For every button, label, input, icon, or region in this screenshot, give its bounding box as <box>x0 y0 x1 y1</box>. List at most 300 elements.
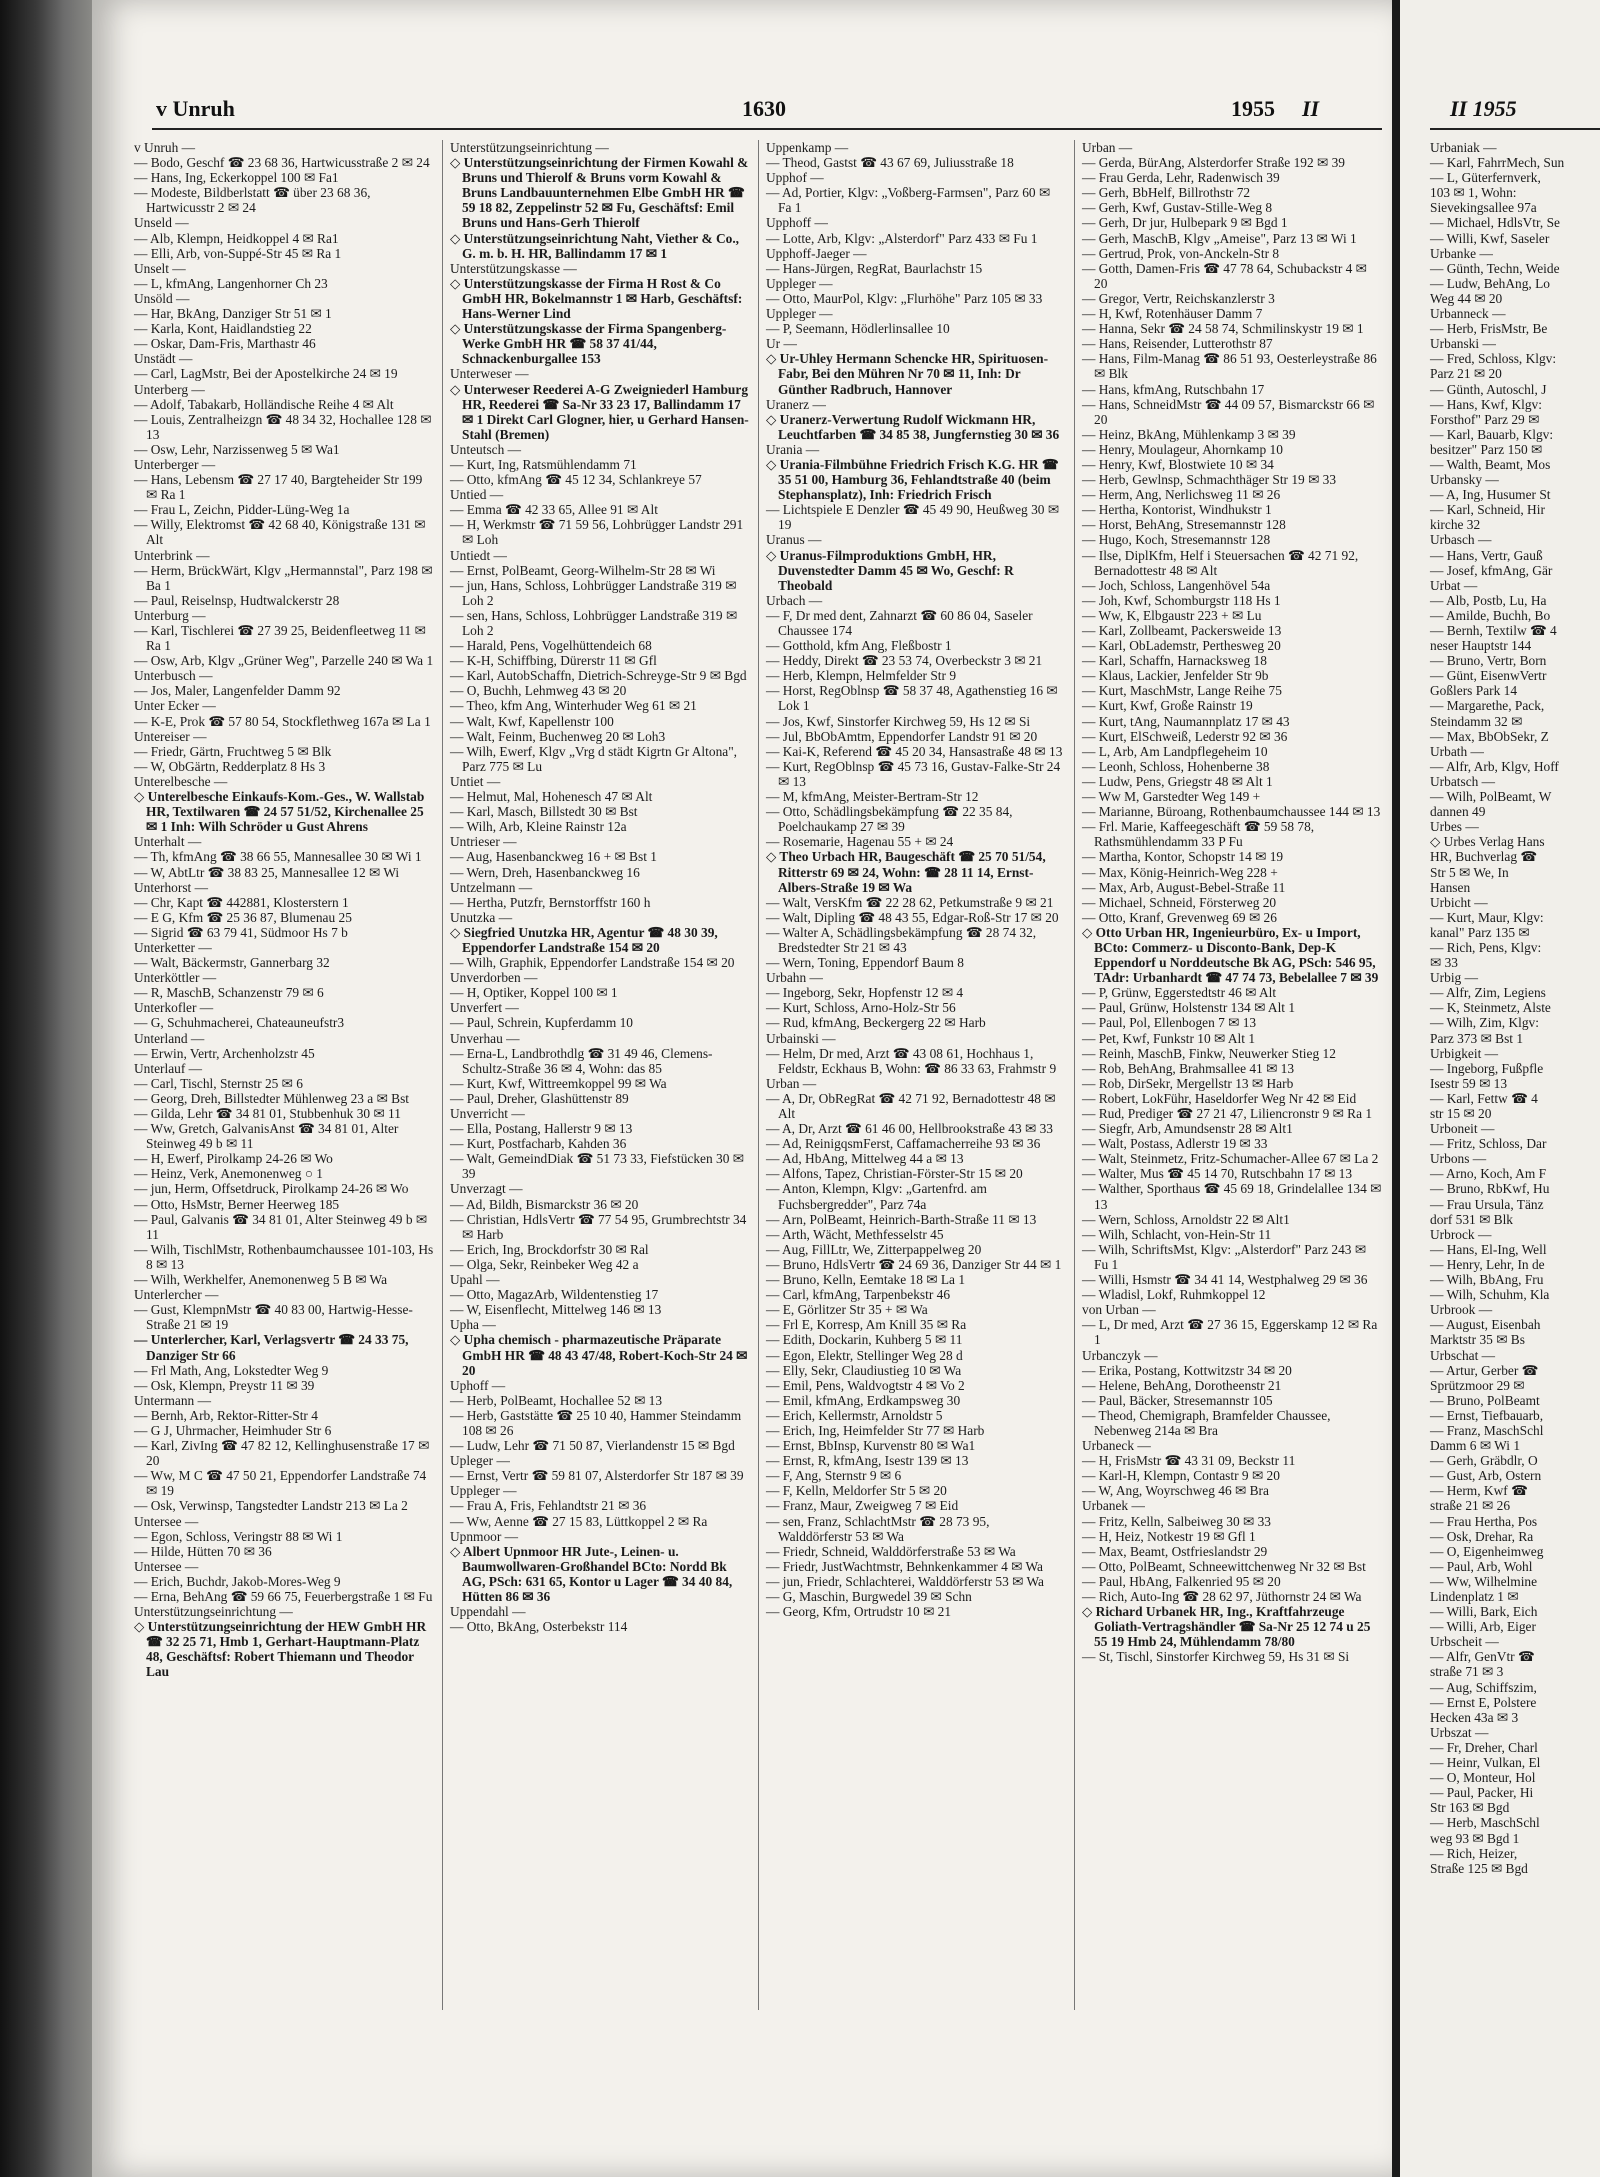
directory-entry: — Egon, Schloss, Veringstr 88 ✉ Wi 1 <box>134 1528 343 1544</box>
directory-surname-heading: Unverzagt — <box>450 1181 523 1197</box>
directory-entry: — H, Ewerf, Pirolkamp 24-26 ✉ Wo <box>134 1151 333 1167</box>
directory-entry: — Gerh, Gräbdlr, O <box>1430 1453 1538 1469</box>
directory-surname-heading: v Unruh — <box>134 140 195 155</box>
directory-entry: — Erna, BehAng ☎ 59 66 75, Feuerbergstraße 1 ✉ Fu <box>134 1589 433 1604</box>
directory-entry: str 15 ✉ 20 <box>1430 1106 1492 1121</box>
directory-entry: — Karl, Bauarb, Klgv: <box>1430 426 1554 442</box>
directory-entry: — Frau Hertha, Pos <box>1430 1513 1538 1529</box>
directory-surname-heading: Uppendahl — <box>450 1604 526 1620</box>
directory-surname-heading: Urbansky — <box>1430 472 1499 488</box>
directory-entry: — Wilh, BbAng, Fru <box>1430 1272 1544 1288</box>
directory-entry: — Hertha, Putzfr, Bernstorffstr 160 h <box>450 894 651 910</box>
directory-entry: — Emil, kfmAng, Erdkampsweg 30 <box>766 1392 961 1408</box>
directory-entry: — Herm, Ang, Nerlichsweg 11 ✉ 26 <box>1082 487 1281 503</box>
directory-entry: — Karl, Schneid, Hir <box>1430 502 1545 518</box>
directory-entry: — Gotth, Damen-Fris ☎ 47 78 64, Schubackstr 4 ✉ 20 <box>1082 260 1367 291</box>
directory-entry: — Gerh, BbHelf, Billrothstr 72 <box>1082 185 1251 201</box>
directory-entry: — Wilh, Werkhelfer, Anemonenweg 5 B ✉ Wa <box>134 1272 388 1288</box>
directory-entry: straße 71 ✉ 3 <box>1430 1664 1504 1680</box>
directory-entry: — St, Tischl, Sinstorfer Kirchweg 59, Hs 31 ✉ Si <box>1082 1649 1350 1665</box>
directory-entry: — jun, Hans, Schloss, Lohbrügger Landstraße 319 ✉ Loh 2 <box>450 577 737 608</box>
directory-entry: Damm 6 ✉ Wi 1 <box>1430 1438 1521 1454</box>
directory-entry: Hansen <box>1430 879 1471 895</box>
directory-entry: — Frl E, Korresp, Am Knill 35 ✉ Ra <box>766 1317 967 1333</box>
directory-entry: ◇ Urania-Filmbühne Friedrich Frisch K.G. HR ☎ 35 51 00, Hamburg 36, Fehlandtstraße 40 (beim Stephansplatz), Inh: Friedrich Frisch <box>766 456 1059 503</box>
column-divider <box>1074 140 1075 2010</box>
directory-entry: — Max, Beamt, Ostfrieslandstr 29 <box>1082 1543 1268 1559</box>
directory-entry: — Emma ☎ 42 33 65, Allee 91 ✉ Alt <box>450 502 658 518</box>
directory-entry: — P, Seemann, Hödlerlinsallee 10 <box>766 321 950 337</box>
directory-surname-heading: Unverdorben — <box>450 970 538 986</box>
directory-entry: — Erich, Kellermstr, Arnoldstr 5 <box>766 1407 943 1423</box>
directory-entry: — Olga, Sekr, Reinbeker Weg 42 a <box>450 1256 639 1272</box>
directory-entry: — Willi, Hsmstr ☎ 34 41 14, Westphalweg 29 ✉ 36 <box>1082 1272 1368 1288</box>
directory-entry: — Alfr, Zim, Legiens <box>1430 985 1546 1001</box>
directory-entry: — R, MaschB, Schanzenstr 79 ✉ 6 <box>134 985 324 1001</box>
directory-entry: — Joh, Kwf, Schomburgstr 118 Hs 1 <box>1082 592 1281 608</box>
directory-entry: ◇ Uranerz-Verwertung Rudolf Wickmann HR, Leuchtfarben ☎ 34 85 38, Jungfernstieg 30 ✉ 36 <box>766 411 1060 442</box>
directory-entry: — Gerh, Kwf, Gustav-Stille-Weg 8 <box>1082 200 1273 216</box>
directory-surname-heading: Unterhalt — <box>134 834 202 850</box>
directory-entry: — Friedr, Schneid, Walddörferstraße 53 ✉ Wa <box>766 1543 1016 1559</box>
directory-entry: — Alfr, Arb, Klgv, Hoff <box>1430 758 1559 774</box>
directory-entry: Hecken 43a ✉ 3 <box>1430 1709 1519 1725</box>
directory-entry: Lindenplatz 1 ✉ <box>1430 1589 1519 1604</box>
directory-entry: — Gilda, Lehr ☎ 34 81 01, Stubbenhuk 30 ✉ 11 <box>134 1106 401 1121</box>
directory-entry: — Wilh, Zim, Klgv: <box>1430 1015 1539 1031</box>
directory-entry: — Th, kfmAng ☎ 38 66 55, Mannesallee 30 ✉ Wi 1 <box>134 849 422 865</box>
directory-entry: — Max, Arb, August-Bebel-Straße 11 <box>1082 879 1286 895</box>
directory-entry: — O, Buchh, Lehmweg 43 ✉ 20 <box>450 683 627 699</box>
directory-entry: — L, kfmAng, Langenhorner Ch 23 <box>134 275 328 291</box>
directory-entry: — Aug, Schiffszim, <box>1430 1679 1537 1695</box>
directory-surname-heading: Urbicht — <box>1430 894 1488 910</box>
directory-entry: — Carl, kfmAng, Tarpenbekstr 46 <box>766 1287 951 1303</box>
directory-surname-heading: Unterhorst — <box>134 879 209 895</box>
directory-entry: — Alfons, Tapez, Christian-Förster-Str 15 ✉ 20 <box>766 1166 1023 1182</box>
directory-surname-heading: Uppleger — <box>766 306 833 322</box>
column-divider <box>442 140 443 2010</box>
directory-entry: — Otto, HsMstr, Berner Heerweg 185 <box>134 1196 340 1212</box>
directory-entry: — Rich, Auto-Ing ☎ 28 62 97, Jüthornstr 24 ✉ Wa <box>1082 1589 1362 1604</box>
directory-entry: — Michael, Schneid, Försterweg 20 <box>1082 894 1277 910</box>
directory-surname-heading: Unter Ecker — <box>134 698 216 714</box>
directory-entry: — H, Kwf, Rotenhäuser Damm 7 <box>1082 306 1263 322</box>
directory-surname-heading: Urbanneck — <box>1430 306 1506 322</box>
directory-entry: — M, kfmAng, Meister-Bertram-Str 12 <box>766 789 979 805</box>
directory-entry: — Carl, Tischl, Sternstr 25 ✉ 6 <box>134 1075 303 1091</box>
directory-entry: — Walt, Dipling ☎ 48 43 55, Edgar-Roß-Str 17 ✉ 20 <box>766 909 1059 925</box>
directory-surname-heading: Uranerz — <box>766 396 826 412</box>
directory-surname-heading: Unterberg — <box>134 381 205 397</box>
directory-entry: — Paul, Bäcker, Stresemannstr 105 <box>1082 1392 1273 1408</box>
directory-entry: — L, Dr med, Arzt ☎ 27 36 15, Eggerskamp 12 ✉ Ra 1 <box>1082 1317 1378 1348</box>
directory-surname-heading: Untereiser — <box>134 728 207 744</box>
directory-entry: — A, Ing, Husumer St <box>1430 487 1551 503</box>
directory-surname-heading: Unsöld — <box>134 290 190 306</box>
directory-entry: — Ww, M C ☎ 47 50 21, Eppendorfer Landstraße 74 ✉ 19 <box>134 1468 427 1499</box>
directory-entry: — Karla, Kont, Haidlandstieg 22 <box>134 321 312 337</box>
directory-entry: — Rob, DirSekr, Mergellstr 13 ✉ Harb <box>1082 1075 1294 1091</box>
directory-entry: — Jos, Kwf, Sinstorfer Kirchweg 59, Hs 12 ✉ Si <box>766 713 1031 729</box>
directory-entry: — Arth, Wächt, Methfesselstr 45 <box>766 1226 944 1242</box>
directory-entry: — Hertha, Kontorist, Windhukstr 1 <box>1082 502 1272 518</box>
directory-surname-heading: Urbatsch — <box>1430 773 1496 789</box>
directory-entry: — Egon, Elektr, Stellinger Weg 28 d <box>766 1347 963 1363</box>
directory-surname-heading: Urbes — <box>1430 819 1479 835</box>
directory-entry: — sen, Franz, SchlachtMstr ☎ 28 73 95, Walddörferstr 53 ✉ Wa <box>766 1513 990 1544</box>
directory-entry: — Modeste, Bildberlstatt ☎ über 23 68 36, Hartwicusstr 2 ✉ 24 <box>134 185 371 216</box>
directory-entry: — Max, BbObSekr, Z <box>1430 728 1549 744</box>
directory-entry: — Günth, Autoschl, J <box>1430 381 1547 397</box>
directory-surname-heading: Urania — <box>766 441 820 457</box>
directory-entry: — Ww, K, Elbgaustr 223 + ✉ Lu <box>1082 607 1262 623</box>
directory-entry: — Walt, Steinmetz, Fritz-Schumacher-Allee 67 ✉ La 2 <box>1082 1151 1379 1167</box>
directory-entry: — Rud, kfmAng, Beckergerg 22 ✉ Harb <box>766 1015 986 1031</box>
directory-entry: — Friedr, Gärtn, Fruchtweg 5 ✉ Blk <box>134 743 332 759</box>
column-divider <box>758 140 759 2010</box>
directory-entry: — W, Eisenflecht, Mittelweg 146 ✉ 13 <box>450 1302 662 1318</box>
directory-entry: — Ilse, DiplKfm, Helf i Steuersachen ☎ 42 71 92, Bernadottestr 48 ✉ Alt <box>1082 547 1359 578</box>
directory-surname-heading: Unterland — <box>134 1030 205 1046</box>
directory-entry: — Walt, Feinm, Buchenweg 20 ✉ Loh3 <box>450 728 666 744</box>
directory-entry: — Margarethe, Pack, <box>1430 698 1545 714</box>
directory-entry: — G, Maschin, Burgwedel 39 ✉ Schn <box>766 1589 972 1604</box>
directory-entry: — Hans, Film-Manag ☎ 86 51 93, Oesterleystraße 86 ✉ Blk <box>1082 351 1377 382</box>
directory-entry: — Adolf, Tabakarb, Holländische Reihe 4 ✉ Alt <box>134 396 394 412</box>
directory-entry: — Emil, Pens, Waldvogtstr 4 ✉ Vo 2 <box>766 1377 965 1393</box>
directory-surname-heading: Urbat — <box>1430 577 1478 593</box>
directory-entry: — Hans-Jürgen, RegRat, Baurlachstr 15 <box>766 260 983 276</box>
directory-entry: — Heinz, BkAng, Mühlenkamp 3 ✉ 39 <box>1082 426 1296 442</box>
directory-surname-heading: Untiet — <box>450 773 501 789</box>
directory-entry: — Wilh, Arb, Kleine Rainstr 12a <box>450 819 627 835</box>
directory-page-left <box>92 0 1392 2177</box>
directory-entry: — Gust, KlempnMstr ☎ 40 83 00, Hartwig-Hesse-Straße 21 ✉ 19 <box>134 1302 413 1333</box>
directory-entry: — H, Werkmstr ☎ 71 59 56, Lohbrügger Landstr 291 ✉ Loh <box>450 517 744 548</box>
directory-entry: — Friedr, JustWachtmstr, Behnkenkammer 4 ✉ Wa <box>766 1558 1043 1574</box>
directory-surname-heading: Unterlercher — <box>134 1287 219 1303</box>
directory-entry: — Ad, ReinigqsmFerst, Caffamacherreihe 93 ✉ 36 <box>766 1136 1041 1152</box>
directory-entry: — Herb, PolBeamt, Hochallee 52 ✉ 13 <box>450 1392 663 1408</box>
directory-entry: weg 93 ✉ Bgd 1 <box>1430 1830 1520 1846</box>
directory-entry: — Paul, Dreher, Glashüttenstr 89 <box>450 1090 629 1106</box>
directory-entry: dannen 49 <box>1430 804 1486 820</box>
directory-entry: — Herm, Kwf ☎ <box>1430 1483 1528 1499</box>
directory-entry: — Georg, Dreh, Billstedter Mühlenweg 23 a ✉ Bst <box>134 1090 410 1106</box>
directory-entry: — Theod, Gastst ☎ 43 67 69, Juliusstraße 18 <box>766 155 1014 171</box>
column-2 <box>450 140 750 1634</box>
directory-entry: — Ww, Wilhelmine <box>1430 1573 1538 1589</box>
directory-surname-heading: Unterkofler — <box>134 1000 214 1016</box>
directory-entry: — Wilh, Schuhm, Kla <box>1430 1287 1550 1303</box>
directory-entry: — Erwin, Vertr, Archenholzstr 45 <box>134 1045 315 1061</box>
directory-surname-heading: Unterbusch — <box>134 668 213 684</box>
directory-entry: — Rob, BehAng, Brahmsallee 41 ✉ 13 <box>1082 1060 1295 1076</box>
book-gutter <box>1392 0 1400 2177</box>
directory-entry: — E G, Kfm ☎ 25 36 87, Blumenau 25 <box>134 909 352 925</box>
directory-surname-heading: Unterlauf — <box>134 1060 203 1076</box>
directory-entry: — Klaus, Lackier, Jenfelder Str 9b <box>1082 668 1269 684</box>
directory-entry: — Ernst E, Polstere <box>1430 1694 1537 1710</box>
directory-entry: — Erich, Buchdr, Jakob-Mores-Weg 9 <box>134 1573 341 1589</box>
directory-entry: — Erna-L, Landbrothdlg ☎ 31 49 46, Clemens-Schultz-Straße 36 ✉ 4, Wohn: das 85 <box>450 1045 713 1076</box>
directory-entry: — jun, Friedr, Schlachterei, Walddörferstr 53 ✉ Wa <box>766 1573 1045 1589</box>
directory-entry: — Oskar, Dam-Fris, Marthastr 46 <box>134 336 316 352</box>
directory-surname-heading: Uppleger — <box>766 275 833 291</box>
directory-entry: — Gerh, Dr jur, Hulbepark 9 ✉ Bgd 1 <box>1082 215 1288 231</box>
directory-entry: — Günt, EisenwVertr <box>1430 668 1547 684</box>
directory-entry: HR, Buchverlag ☎ <box>1430 849 1538 865</box>
directory-entry: Str 5 ✉ We, In <box>1430 864 1509 880</box>
directory-surname-heading: Unterweser — <box>450 366 529 382</box>
directory-entry: — Theo, kfm Ang, Winterhuder Weg 61 ✉ 21 <box>450 698 697 714</box>
directory-entry: — Kurt, MaschMstr, Lange Reihe 75 <box>1082 683 1282 699</box>
directory-entry: — Louis, Zentralheizgn ☎ 48 34 32, Hochallee 128 ✉ 13 <box>134 411 432 442</box>
directory-entry: — Walt, GemeindDiak ☎ 51 73 33, Fiefstücken 30 ✉ 39 <box>450 1151 744 1182</box>
directory-surname-heading: Urbschat — <box>1430 1347 1496 1363</box>
directory-entry: ✉ 33 <box>1430 955 1458 971</box>
directory-entry: ◇ Siegfried Unutzka HR, Agentur ☎ 48 30 39, Eppendorfer Landstraße 154 ✉ 20 <box>450 924 718 955</box>
directory-surname-heading: Urboneit — <box>1430 1121 1495 1137</box>
directory-entry: ◇ Unterstützungseinrichtung der Firmen Kowahl & Bruns und Thierolf & Bruns vorm Kowahl & Bruns Landbauunternehmen Elbe GmbH HR ☎ 59 18 82, Zeppelinstr 52 ✉ Fu, Geschäftsf: Emil Bruns und Hans-Gerh Thierolf <box>450 155 749 231</box>
directory-entry: — Ludw, Lehr ☎ 71 50 87, Vierlandenstr 15 ✉ Bgd <box>450 1438 735 1454</box>
directory-surname-heading: Urbscheit — <box>1430 1634 1499 1650</box>
directory-entry: — Frau L, Zeichn, Pidder-Lüng-Weg 1a <box>134 502 350 518</box>
directory-surname-heading: Urbanek — <box>1082 1498 1145 1514</box>
directory-surname-heading: Urbach — <box>766 592 823 608</box>
directory-entry: — Franz, MaschSchl <box>1430 1422 1544 1438</box>
directory-entry: — W, ObGärtn, Redderplatz 8 Hs 3 <box>134 758 326 774</box>
directory-entry: — F, Ang, Sternstr 9 ✉ 6 <box>766 1468 902 1484</box>
directory-entry: — Har, BkAng, Danziger Str 51 ✉ 1 <box>134 306 332 322</box>
directory-entry: — Henry, Moulageur, Ahornkamp 10 <box>1082 441 1283 457</box>
directory-entry: — Bruno, PolBeamt <box>1430 1392 1540 1408</box>
directory-entry: — Kai-K, Referend ☎ 45 20 34, Hansastraße 48 ✉ 13 <box>766 743 1063 759</box>
year-header: 1955 <box>1231 96 1275 121</box>
directory-entry: ◇ Unterelbesche Einkaufs-Kom.-Ges., W. Wallstab HR, Textilwaren ☎ 24 57 51/52, Kirchenallee 25 ✉ 1 Inh: Wilh Schröder u Gust Ahrens <box>134 789 425 835</box>
directory-entry: — Kurt, Ing, Ratsmühlendamm 71 <box>450 456 637 472</box>
directory-entry: — H, Optiker, Koppel 100 ✉ 1 <box>450 985 618 1001</box>
directory-entry: — Michael, HdlsVtr, Se <box>1430 215 1561 231</box>
directory-surname-heading: Untermann — <box>134 1392 211 1408</box>
directory-entry: — Wilh, TischlMstr, Rothenbaumchaussee 101-103, Hs 8 ✉ 13 <box>134 1241 434 1272</box>
directory-entry: Sievekingsallee 97a <box>1430 200 1537 216</box>
directory-entry: — Paul, Schrein, Kupferdamm 10 <box>450 1015 633 1031</box>
directory-entry: — Heinr, Vulkan, El <box>1430 1755 1541 1771</box>
directory-entry: — Leonh, Schloss, Hohenberne 38 <box>1082 758 1270 774</box>
directory-entry: Str 163 ✉ Bgd <box>1430 1800 1510 1816</box>
directory-entry: — Henry, Lehr, In de <box>1430 1256 1545 1272</box>
directory-entry: — Willi, Bark, Eich <box>1430 1604 1538 1620</box>
directory-entry: — F, Kelln, Meldorfer Str 5 ✉ 20 <box>766 1483 947 1499</box>
directory-entry: — Kurt, Maur, Klgv: <box>1430 909 1544 925</box>
directory-surname-heading: Unterketter — <box>134 939 212 955</box>
directory-entry: — Otto, MaurPol, Klgv: „Flurhöhe" Parz 105 ✉ 33 <box>766 290 1043 306</box>
directory-entry: ◇ Uranus-Filmproduktions GmbH, HR, Duvenstedter Damm 45 ✉ Wo, Geschf: R Theobald <box>766 547 1014 593</box>
directory-surname-heading: Urbrock — <box>1430 1226 1492 1242</box>
directory-entry: neser Hauptstr 144 <box>1430 638 1532 654</box>
directory-entry: — Reinh, MaschB, Finkw, Neuwerker Stieg 12 <box>1082 1045 1336 1061</box>
directory-surname-heading: Unterberger — <box>134 456 216 472</box>
directory-entry: — Frl. Marie, Kaffeegeschäft ☎ 59 58 78, Rathsmühlendamm 33 P Fu <box>1082 819 1315 850</box>
directory-entry: — Hans, Reisender, Lutterothstr 87 <box>1082 336 1273 352</box>
directory-entry: — Fritz, Kelln, Salbeiweg 30 ✉ 33 <box>1082 1513 1271 1529</box>
directory-entry: — Paul, Grünw, Holstenstr 134 ✉ Alt 1 <box>1082 1000 1296 1016</box>
header-rule <box>152 128 1382 130</box>
directory-entry: — Herb, Gaststätte ☎ 25 10 40, Hammer Steindamm 108 ✉ 26 <box>450 1407 742 1438</box>
directory-entry: kanal" Parz 135 ✉ <box>1430 924 1530 940</box>
directory-entry: — Karl, Schaffn, Harnacksweg 18 <box>1082 653 1267 669</box>
directory-entry: — Herb, Gewlnsp, Schmachthäger Str 19 ✉ 33 <box>1082 472 1337 488</box>
directory-entry: Sprützmoor 29 ✉ <box>1430 1377 1525 1393</box>
directory-entry: — Rich, Pens, Klgv: <box>1430 939 1542 955</box>
directory-entry: — O, Monteur, Hol <box>1430 1770 1536 1786</box>
directory-surname-heading: Uphoff — <box>450 1377 506 1393</box>
directory-entry: — Amilde, Buchh, Bo <box>1430 607 1551 623</box>
directory-entry: — Arno, Koch, Am F <box>1430 1166 1547 1182</box>
directory-entry: — Frl Math, Ang, Lokstedter Weg 9 <box>134 1362 329 1378</box>
directory-entry: — Ww, Aenne ☎ 27 15 83, Lüttkoppel 2 ✉ Ra <box>450 1513 708 1529</box>
directory-entry: — Walt, Kwf, Kapellenstr 100 <box>450 713 614 729</box>
directory-entry: Goßlers Park 14 <box>1430 683 1518 699</box>
directory-entry: — Aug, Hasenbanckweg 16 + ✉ Bst 1 <box>450 849 657 865</box>
directory-entry: — Hilde, Hütten 70 ✉ 36 <box>134 1543 272 1559</box>
directory-surname-heading: Upleger — <box>450 1453 510 1469</box>
directory-entry: — W, Ang, Woyrschweg 46 ✉ Bra <box>1082 1483 1269 1499</box>
directory-entry: ◇ Unterstützungskasse der Firma Spangenberg-Werke GmbH HR ☎ 58 37 41/44, Schnackenburgallee 153 <box>450 321 727 367</box>
directory-surname-heading: Urbig — <box>1430 970 1478 986</box>
directory-surname-heading: Urbath — <box>1430 743 1484 759</box>
directory-entry: — F, Dr med dent, Zahnarzt ☎ 60 86 04, Saseler Chaussee 174 <box>766 607 1033 638</box>
directory-entry: — Max, König-Heinrich-Weg 228 + <box>1082 864 1278 880</box>
directory-entry: — Bodo, Geschf ☎ 23 68 36, Hartwicusstraße 2 ✉ 24 <box>134 155 430 171</box>
directory-entry: — E, Görlitzer Str 35 + ✉ Wa <box>766 1302 928 1318</box>
directory-entry: — Ad, HbAng, Mittelweg 44 a ✉ 13 <box>766 1151 964 1167</box>
directory-entry: — Siegfr, Arb, Amundsenstr 28 ✉ Alt1 <box>1082 1121 1293 1137</box>
directory-entry: — Walt, Postass, Adlerstr 19 ✉ 33 <box>1082 1136 1268 1152</box>
directory-surname-heading: Uranus — <box>766 532 822 548</box>
directory-entry: besitzer" Parz 150 ✉ <box>1430 441 1543 457</box>
directory-entry: — Aug, FillLtr, We, Zitterpappelweg 20 <box>766 1241 982 1257</box>
directory-surname-heading: Unterstützungseinrichtung — <box>134 1604 293 1620</box>
directory-entry: — Herb, Klempn, Helmfelder Str 9 <box>766 668 957 684</box>
directory-entry: — G J, Uhrmacher, Heimhuder Str 6 <box>134 1422 332 1438</box>
directory-surname-heading: Untiedt — <box>450 547 507 563</box>
directory-surname-heading: Urbszat — <box>1430 1724 1489 1740</box>
directory-entry: ◇ Unterweser Reederei A-G Zweigniederl Hamburg HR, Reederei ☎ Sa-Nr 33 23 17, Ballindamm 17 ✉ 1 Direkt Carl Glogner, hier, u Gerhard Hansen-Stahl (Bremen) <box>450 381 749 442</box>
directory-entry: — Kurt, Schloss, Arno-Holz-Str 56 <box>766 1000 956 1016</box>
directory-surname-heading: Uppleger — <box>450 1483 517 1499</box>
directory-entry: ◇ Upha chemisch - pharmazeutische Präparate GmbH HR ☎ 48 43 47/48, Robert-Koch-Str 24 ✉ 20 <box>450 1332 748 1378</box>
directory-entry: — K, Steinmetz, Alste <box>1430 1000 1551 1016</box>
directory-entry: — Hans, Vertr, Gauß <box>1430 547 1543 563</box>
directory-entry: — Willy, Elektromst ☎ 42 68 40, Königstraße 131 ✉ Alt <box>134 517 426 548</box>
directory-page-right <box>1400 0 1600 2177</box>
directory-surname-heading: Unseld — <box>134 215 189 231</box>
directory-surname-heading: Urban — <box>766 1075 817 1091</box>
directory-entry: — Karl, Tischlerei ☎ 27 39 25, Beidenfleetweg 11 ✉ Ra 1 <box>134 623 426 654</box>
directory-entry: — Jul, BbObAmtm, Eppendorfer Landstr 91 ✉ 20 <box>766 728 1038 744</box>
directory-entry: — Paul, Arb, Wohl <box>1430 1558 1533 1574</box>
directory-entry: — H, Heiz, Notkestr 19 ✉ Gfl 1 <box>1082 1528 1256 1544</box>
directory-surname-heading: Upnmoor — <box>450 1528 519 1544</box>
directory-entry: — Franz, Maur, Zweigweg 7 ✉ Eid <box>766 1498 959 1514</box>
directory-entry: — Ww, Gretch, GalvanisAnst ☎ 34 81 01, Alter Steinweg 49 b ✉ 11 <box>134 1121 399 1152</box>
directory-entry: — Otto, PolBeamt, Schneewittchenweg Nr 32 ✉ Bst <box>1082 1558 1366 1574</box>
directory-entry: — A, Dr, ObRegRat ☎ 42 71 92, Bernadottestr 48 ✉ Alt <box>766 1090 1056 1121</box>
directory-entry: — Jos, Maler, Langenfelder Damm 92 <box>134 683 341 699</box>
directory-entry: — Ww M, Garstedter Weg 149 + <box>1082 789 1261 805</box>
directory-surname-heading: Urbigkeit — <box>1430 1045 1499 1061</box>
directory-surname-heading: Unteutsch — <box>450 441 522 457</box>
directory-entry: — Gust, Arb, Ostern <box>1430 1468 1542 1484</box>
directory-entry: — Paul, Reiselnsp, Hudtwalckerstr 28 <box>134 592 340 608</box>
directory-entry: — Ernst, Tiefbauarb, <box>1430 1407 1544 1423</box>
directory-entry: — Karl, Zollbeamt, Packersweide 13 <box>1082 623 1282 638</box>
directory-entry: — Anton, Klempn, Klgv: „Gartenfrd. am Fuchsbergredder", Parz 74a <box>766 1181 987 1212</box>
right-header-rule <box>1430 128 1600 130</box>
directory-surname-heading: Untied — <box>450 487 504 503</box>
directory-entry: ◇ Richard Urbanek HR, Ing., Kraftfahrzeuge Goliath-Vertragshändler ☎ Sa-Nr 25 12 74 u 25 55 19 Hmb 24, Mühlendamm 78/80 <box>1082 1604 1371 1650</box>
directory-entry: — Paul, Galvanis ☎ 34 81 01, Alter Steinweg 49 b ✉ 11 <box>134 1211 428 1242</box>
directory-entry: — Hans, Kwf, Klgv: <box>1430 396 1542 412</box>
directory-entry: — L, Güterfernverk, <box>1430 170 1541 186</box>
directory-entry: — P, Grünw, Eggerstedtstr 46 ✉ Alt <box>1082 985 1277 1001</box>
directory-entry: — Bernh, Textilw ☎ 4 <box>1430 623 1557 638</box>
directory-entry: — Osw, Arb, Klgv „Grüner Weg", Parzelle 240 ✉ Wa 1 <box>134 653 434 669</box>
directory-entry: — G, Schuhmacherei, Chateauneufstr3 <box>134 1015 345 1031</box>
directory-entry: — Ingeborg, Sekr, Hopfenstr 12 ✉ 4 <box>766 985 964 1001</box>
directory-entry: — Karl, Fettw ☎ 4 <box>1430 1090 1538 1106</box>
directory-surname-heading: Unterbrink — <box>134 547 210 563</box>
directory-surname-heading: Urbons — <box>1430 1151 1487 1167</box>
directory-entry: Parz 21 ✉ 20 <box>1430 366 1502 382</box>
directory-entry: — Gotthold, kfm Ang, Fleßbostr 1 <box>766 638 952 654</box>
directory-entry: — Kurt, Kwf, Große Rainstr 19 <box>1082 698 1253 714</box>
directory-entry: — Günth, Techn, Weide <box>1430 260 1560 276</box>
directory-entry: — Kurt, Postfacharb, Kahden 36 <box>450 1136 627 1152</box>
directory-entry: — W, AbtLtr ☎ 38 83 25, Mannesallee 12 ✉ Wi <box>134 864 400 880</box>
directory-entry: — Kurt, ElSchweiß, Lederstr 92 ✉ 36 <box>1082 728 1288 744</box>
directory-surname-heading: Unutzka — <box>450 909 513 925</box>
directory-entry: Isestr 59 ✉ 13 <box>1430 1075 1508 1091</box>
directory-entry: — Ernst, BbInsp, Kurvenstr 80 ✉ Wa1 <box>766 1438 976 1454</box>
directory-entry: Parz 373 ✉ Bst 1 <box>1430 1030 1524 1046</box>
directory-entry: — Hanna, Sekr ☎ 24 58 74, Schmilinskystr 19 ✉ 1 <box>1082 321 1364 337</box>
directory-surname-heading: Upahl — <box>450 1272 500 1288</box>
directory-entry: — Otto, BkAng, Osterbekstr 114 <box>450 1619 628 1635</box>
directory-entry: — Kurt, Kwf, Wittreemkoppel 99 ✉ Wa <box>450 1075 667 1091</box>
directory-entry: ◇ Unterstützungskasse der Firma H Rost & Co GmbH HR, Bokelmannstr 1 ✉ Harb, Geschäftsf: Hans-Werner Lind <box>450 275 743 322</box>
directory-entry: — Ludw, BehAng, Lo <box>1430 275 1551 291</box>
directory-entry: — Henry, Kwf, Blostwiete 10 ✉ 34 <box>1082 456 1274 472</box>
directory-entry: — Paul, Pol, Ellenbogen 7 ✉ 13 <box>1082 1015 1257 1031</box>
directory-entry: — O, Eigenheimweg <box>1430 1543 1544 1559</box>
directory-entry: — Horst, RegOblnsp ☎ 58 37 48, Agathenstieg 16 ✉ Lok 1 <box>766 683 1058 714</box>
directory-entry: ◇ Urbes Verlag Hans <box>1430 834 1545 850</box>
column-1 <box>134 140 434 1680</box>
directory-entry: — jun, Herm, Offsetdruck, Pirolkamp 24-26 ✉ Wo <box>134 1181 409 1197</box>
directory-entry: — Ernst, R, kfmAng, Isestr 139 ✉ 13 <box>766 1453 969 1469</box>
directory-entry: — Karl-H, Klempn, Contastr 9 ✉ 20 <box>1082 1468 1280 1484</box>
volume-roman: II <box>1302 96 1320 121</box>
directory-entry: — August, Eisenbah <box>1430 1317 1541 1333</box>
directory-entry: — Hans, SchneidMstr ☎ 44 09 57, Bismarckstr 66 ✉ 20 <box>1082 396 1375 427</box>
directory-entry: — Otto, kfmAng ☎ 45 12 34, Schlankreye 57 <box>450 472 702 488</box>
directory-entry: — Karl, AutobSchaffn, Dietrich-Schreyge-Str 9 ✉ Bgd <box>450 668 747 684</box>
directory-entry: — Walther, Sporthaus ☎ 45 69 18, Grindelallee 134 ✉ 13 <box>1082 1181 1382 1212</box>
